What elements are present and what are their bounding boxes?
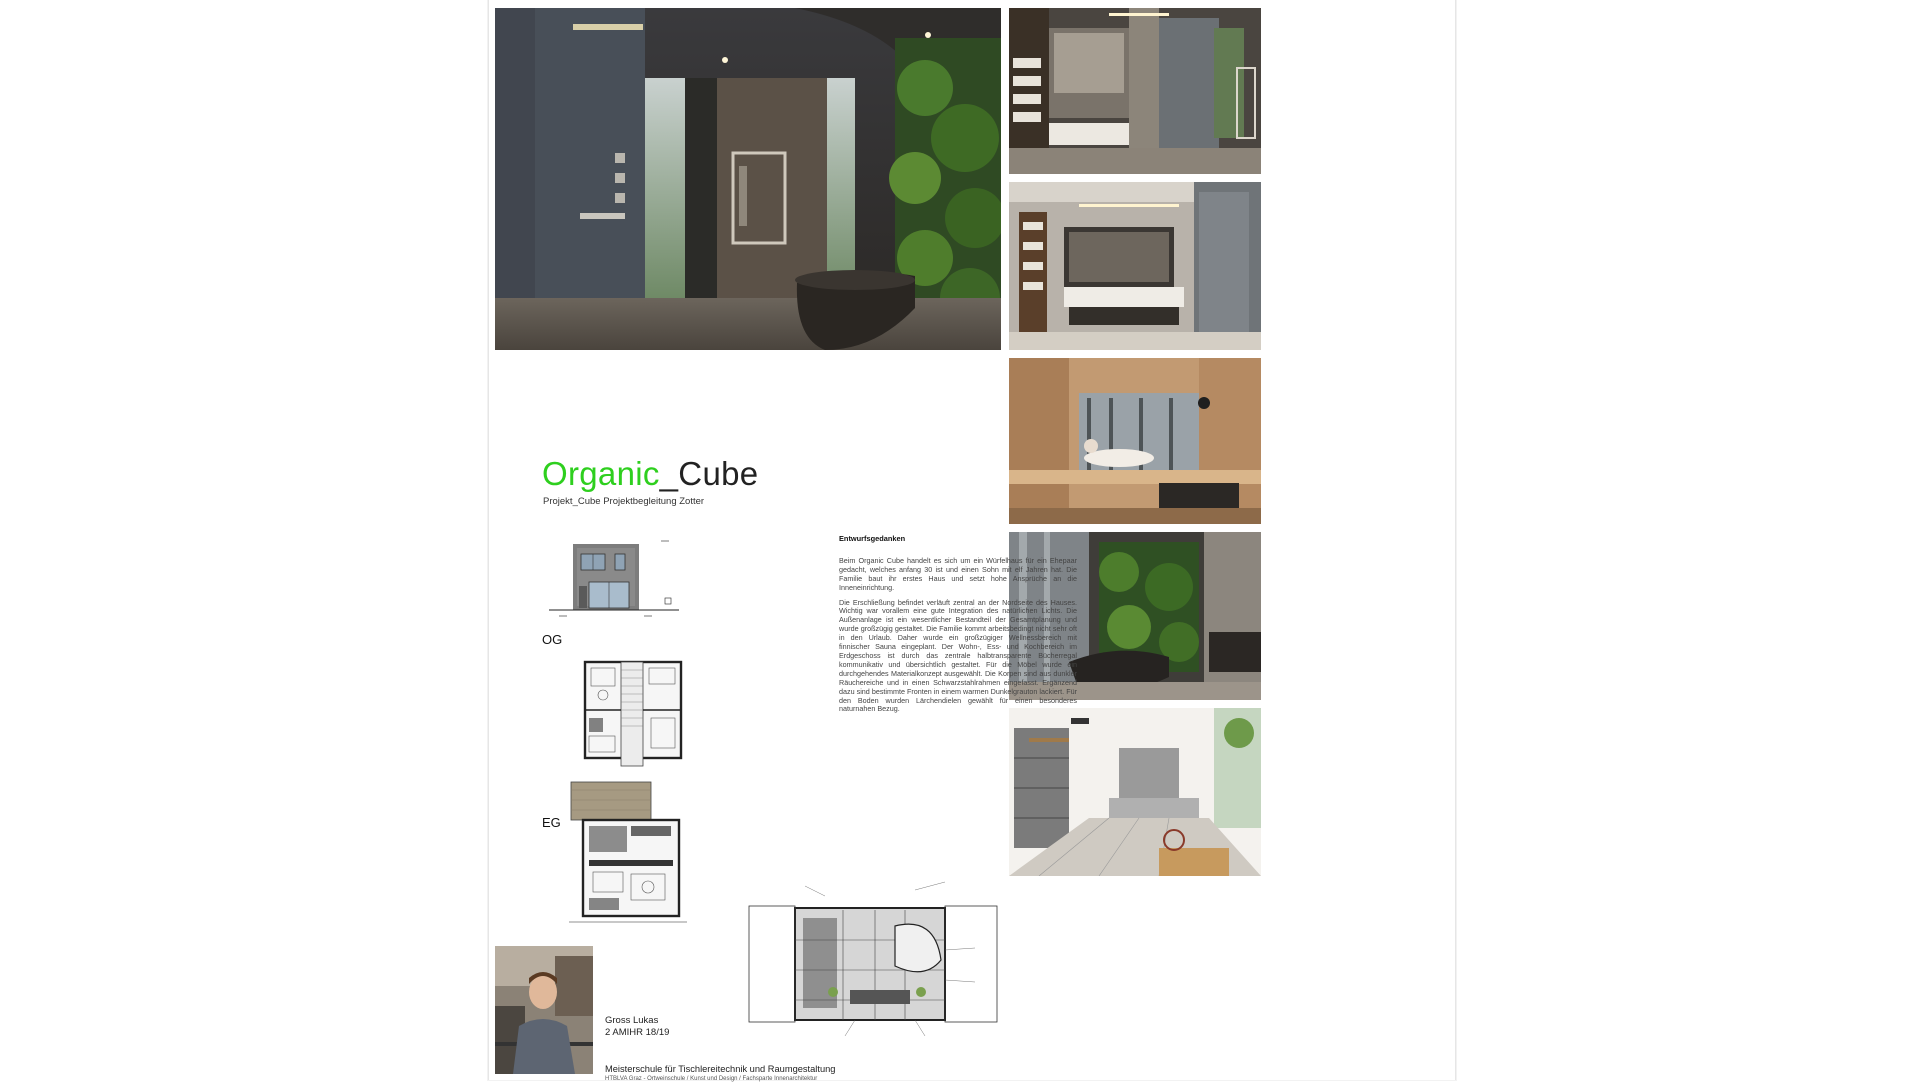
og-floor-plan — [581, 660, 685, 768]
poster — [488, 0, 1456, 1080]
description-heading: Entwurfsgedanken — [839, 534, 906, 543]
description-paragraph-2: Die Erschließung befindet verläuft zentral an der Nordseite des Hauses. Wichtig war vorallem eine gute Integration des natürlichen Lichts. Die Außenanlage ist ein wesentlicher Bestandteil der Gesamtplanung und wurde großzügig gestaltet. Die Familie kommt arbeitsbedingt nicht sehr oft in den Urlaub. Daher wurde ein großzügiger Wellnessbereich mit finnischer Sauna eingeplant. Der Wohn-, Ess- und Kochbereich im Erdgeschoss ist durch das zentrale halbtransparente Bücherregal kommunikativ und übersichtlich gestaltet. Für die Möbel wurde ein durchgehendes Materialkonzept ausgewählt. Die Korpen sind aus dunkler Räuchereiche und in einen Schwarzstahlrahmen eingefasst. Ergänzend dazu sind bestimmte Fronten in einem warmen Dunkelgrauton lackiert. Für den Boden wurden Lärchendielen gewählt für einen besonderes naturnahen Bezug. — [839, 597, 1077, 714]
title-green-part: Organic — [542, 455, 660, 492]
author-info — [605, 1015, 669, 1039]
design-description — [839, 535, 1077, 720]
description-paragraph-1: Beim Organic Cube handelt es sich um ein Würfelhaus für ein Ehepaar gedacht, welches anfang 30 ist und einen Sohn mit elf Jahren hat. Die Familie baut ihr erstes Haus und setzt hohe Ansprüche an die Inneneinrichtung. — [839, 555, 1077, 592]
poster-title — [542, 455, 758, 493]
bathroom-vanity-render — [1009, 8, 1261, 174]
floor-label-eg: EG — [542, 815, 561, 830]
author-class: 2 AMIHR 18/19 — [605, 1027, 670, 1038]
author-name: Gross Lukas — [605, 1015, 659, 1026]
school-subline: HTBLVA Graz - Ortweinschule / Kunst und Design / Fachsparte Innenarchitektur — [605, 1076, 818, 1082]
title-black-part: _Cube — [659, 455, 759, 492]
poster-subtitle: Projekt_Cube Projektbegleitung Zotter — [543, 496, 705, 507]
school-info — [605, 1064, 835, 1082]
floor-label-og: OG — [542, 632, 563, 647]
main-bathroom-render — [495, 8, 1001, 350]
bathroom-section-sketch — [745, 870, 1001, 1046]
author-portrait — [495, 946, 593, 1074]
eg-floor-plan — [569, 780, 687, 930]
bathroom-shelf-render — [1009, 182, 1261, 350]
school-name: Meisterschule für Tischlereitechnik und Raumgestaltung — [605, 1064, 836, 1074]
sauna-render — [1009, 358, 1261, 524]
elevation-drawing — [549, 536, 679, 624]
kitchen-sketch — [1009, 708, 1261, 876]
